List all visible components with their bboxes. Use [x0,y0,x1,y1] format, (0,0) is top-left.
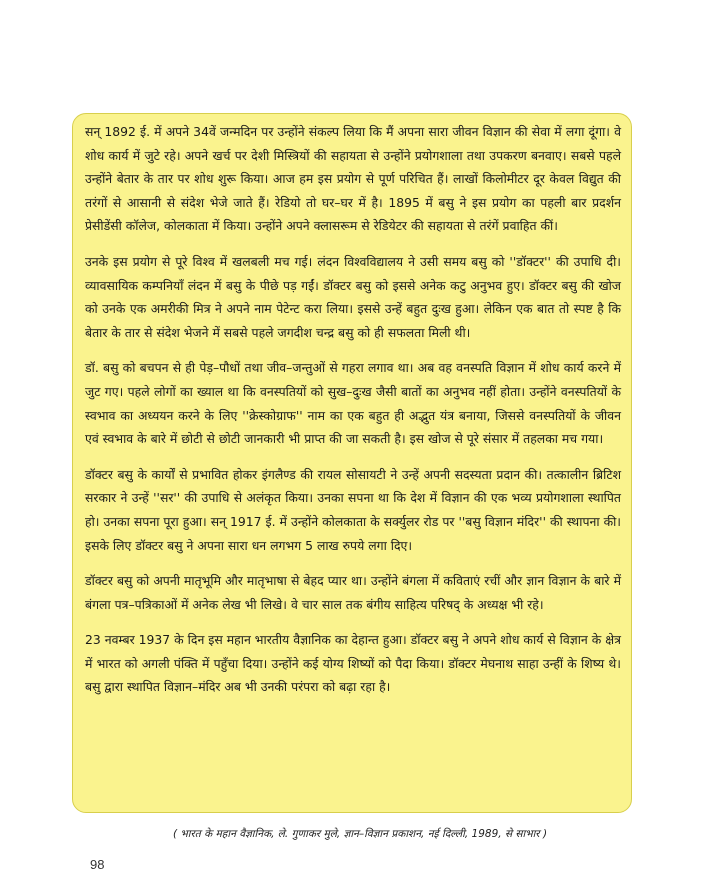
paragraph-2: उनके इस प्रयोग से पूरे विश्व में खलबली मच गई। लंदन विश्वविद्यालय ने उसी समय बसु को ''डॉक्टर'' की उपाधि दी। व्यावसायिक कम्पनियाँ लंदन में बसु के पीछे पड़ गईं। डॉक्टर बसु को इससे अनेक कटु अनुभव हुए। डॉक्टर बसु की खोज को उनके एक अमरीकी मित्र ने अपने नाम पेटेन्ट करा लिया। इससे उन्हें बहुत दुःख हुआ। लेकिन एक बात तो स्पष्ट है कि बेतार के तार से संदेश भेजने में सबसे पहले जगदीश चन्द्र बसु को ही सफलता मिली थी। [85,253,621,340]
paragraph-6: 23 नवम्बर 1937 के दिन इस महान भारतीय वैज्ञानिक का देहान्त हुआ। डॉक्टर बसु ने अपने शोध कार्य से विज्ञान के क्षेत्र में भारत को अगली पंक्ति में पहुँचा दिया। उन्होंने कई योग्य शिष्यों को पैदा किया। डॉक्टर मेघनाथ साहा उन्हीं के शिष्य थे। बसु द्वारा स्थापित विज्ञान–मंदिर अब भी उनकी परंपरा को बढ़ा रहा है। [85,632,621,695]
source-citation: ( भारत के महान वैज्ञानिक, ले. गुणाकर मुले, ज्ञान–विज्ञान प्रकाशन, नई दिल्ली, 1989, से साभार ) [172,828,548,840]
paragraph-1: सन् 1892 ई. में अपने 34वें जन्मदिन पर उन्होंने संकल्प लिया कि मैं अपना सारा जीवन विज्ञान की सेवा में लगा दूंगा। वे शोध कार्य में जुटे रहे। अपने खर्च पर देशी मिस्त्रियों की सहायता से उन्होंने प्रयोगशाला तथा उपकरण बनवाए। सबसे पहले उन्होंने बेतार के तार पर शोध शुरू किया। आज हम इस प्रयोग से पूर्ण परिचित हैं। लाखों किलोमीटर दूर केवल विद्युत की तरंगों से आसानी से संदेश भेजे जाते हैं। रेडियो तो घर–घर में है। 1895 में बसु ने इस प्रयोग का पहली बार प्रदर्शन प्रेसीडेंसी कॉलेज, कोलकाता में किया। उन्होंने अपने क्लासरूम से रेडियेटर की सहायता से तरंगें प्रवाहित कीं। [85,124,621,234]
paragraph-3: डॉ. बसु को बचपन से ही पेड़–पौधों तथा जीव–जन्तुओं से गहरा लगाव था। अब वह वनस्पति विज्ञान में शोध कार्य करने में जुट गए। पहले लोगों का ख्याल था कि वनस्पतियों को सुख–दुःख जैसी बातों का अनुभव नहीं होता। उन्होंने वनस्पतियों के स्वभाव का अध्ययन करने के लिए ''क्रेस्कोग्राफ'' नाम का एक बहुत ही अद्भुत यंत्र बनाया, जिससे वनस्पतियों के जीवन एवं स्वभाव के बारे में छोटी से छोटी जानकारी भी प्राप्त की जा सकती है। इस खोज से पूरे संसार में तहलका मच गया। [85,360,621,447]
highlighted-text-box [72,113,632,813]
paragraph-4: डॉक्टर बसु के कार्यों से प्रभावित होकर इंगलैण्ड की रायल सोसायटी ने उन्हें अपनी सदस्यता प्रदान की। तत्कालीन ब्रिटिश सरकार ने उन्हें ''सर'' की उपाधि से अलंकृत किया। उनका सपना था कि देश में विज्ञान की एक भव्य प्रयोगशाला स्थापित हो। उनका सपना पूरा हुआ। सन् 1917 ई. में उन्होंने कोलकाता के सर्क्युलर रोड पर ''बसु विज्ञान मंदिर'' की स्थापना की। इसके लिए डॉक्टर बसु ने अपना सारा धन लगभग 5 लाख रुपये लगा दिए। [85,466,621,553]
page-number: 98 [90,857,105,872]
paragraph-5: डॉक्टर बसु को अपनी मातृभूमि और मातृभाषा से बेहद प्यार था। उन्होंने बंगला में कविताएं रचीं और ज्ञान विज्ञान के बारे में बंगला पत्र–पत्रिकाओं में अनेक लेख भी लिखे। वे चार साल तक बंगीय साहित्य परिषद् के अध्यक्ष भी रहे। [85,573,621,612]
